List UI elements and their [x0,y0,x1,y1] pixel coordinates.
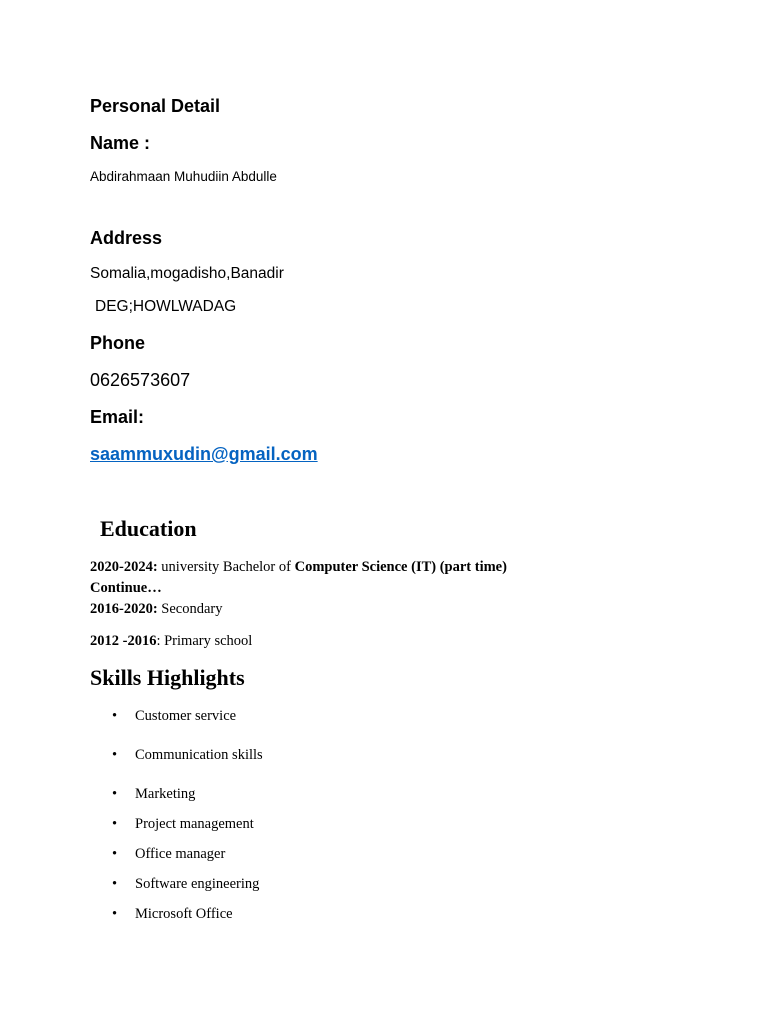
education-entry [90,599,223,619]
skills-heading: Skills Highlights [90,665,245,690]
list-item [112,844,225,864]
bullet-icon: • [112,906,118,922]
skill-label: Office manager [135,846,226,862]
education-text: university Bachelor of [157,559,295,575]
education-heading: Education [100,516,197,541]
personal-detail-heading: Personal Detail [90,96,221,116]
skill-label: Microsoft Office [135,906,233,922]
skill-label: Project management [135,816,254,832]
bullet-icon: • [112,816,118,832]
education-text: : Primary school [156,633,253,649]
bullet-icon: • [112,846,118,862]
education-entry [90,557,507,577]
list-item [112,706,236,726]
list-item [112,745,263,765]
phone-label: Phone [90,333,146,353]
skill-label: Customer service [135,708,237,724]
list-item [112,814,254,834]
education-years: 2020-2024: [90,559,158,575]
list-item [112,784,195,804]
education-continuation: Continue… [90,580,162,596]
skill-label: Software engineering [135,876,260,892]
education-text: Secondary [157,601,223,617]
list-item [112,904,233,924]
bullet-icon: • [112,708,118,724]
phone-value: 0626573607 [90,370,191,390]
list-item [112,874,259,894]
name-value: Abdirahmaan Muhudiin Abdulle [90,169,277,184]
education-degree: Computer Science (IT) (part time) [294,559,507,575]
address-label: Address [90,228,163,248]
education-entry [90,631,252,651]
email-label: Email: [90,407,145,427]
education-years: 2012 -2016 [90,633,157,649]
bullet-icon: • [112,786,118,802]
address-line-2: DEG;HOWLWADAG [95,298,237,315]
skill-label: Marketing [135,786,196,802]
email-link[interactable]: saammuxudin@gmail.com [90,444,318,464]
name-label: Name : [90,133,151,153]
bullet-icon: • [112,747,118,763]
skill-label: Communication skills [135,747,263,763]
education-years: 2016-2020: [90,601,158,617]
address-line-1: Somalia,mogadisho,Banadir [90,265,284,282]
bullet-icon: • [112,876,118,892]
